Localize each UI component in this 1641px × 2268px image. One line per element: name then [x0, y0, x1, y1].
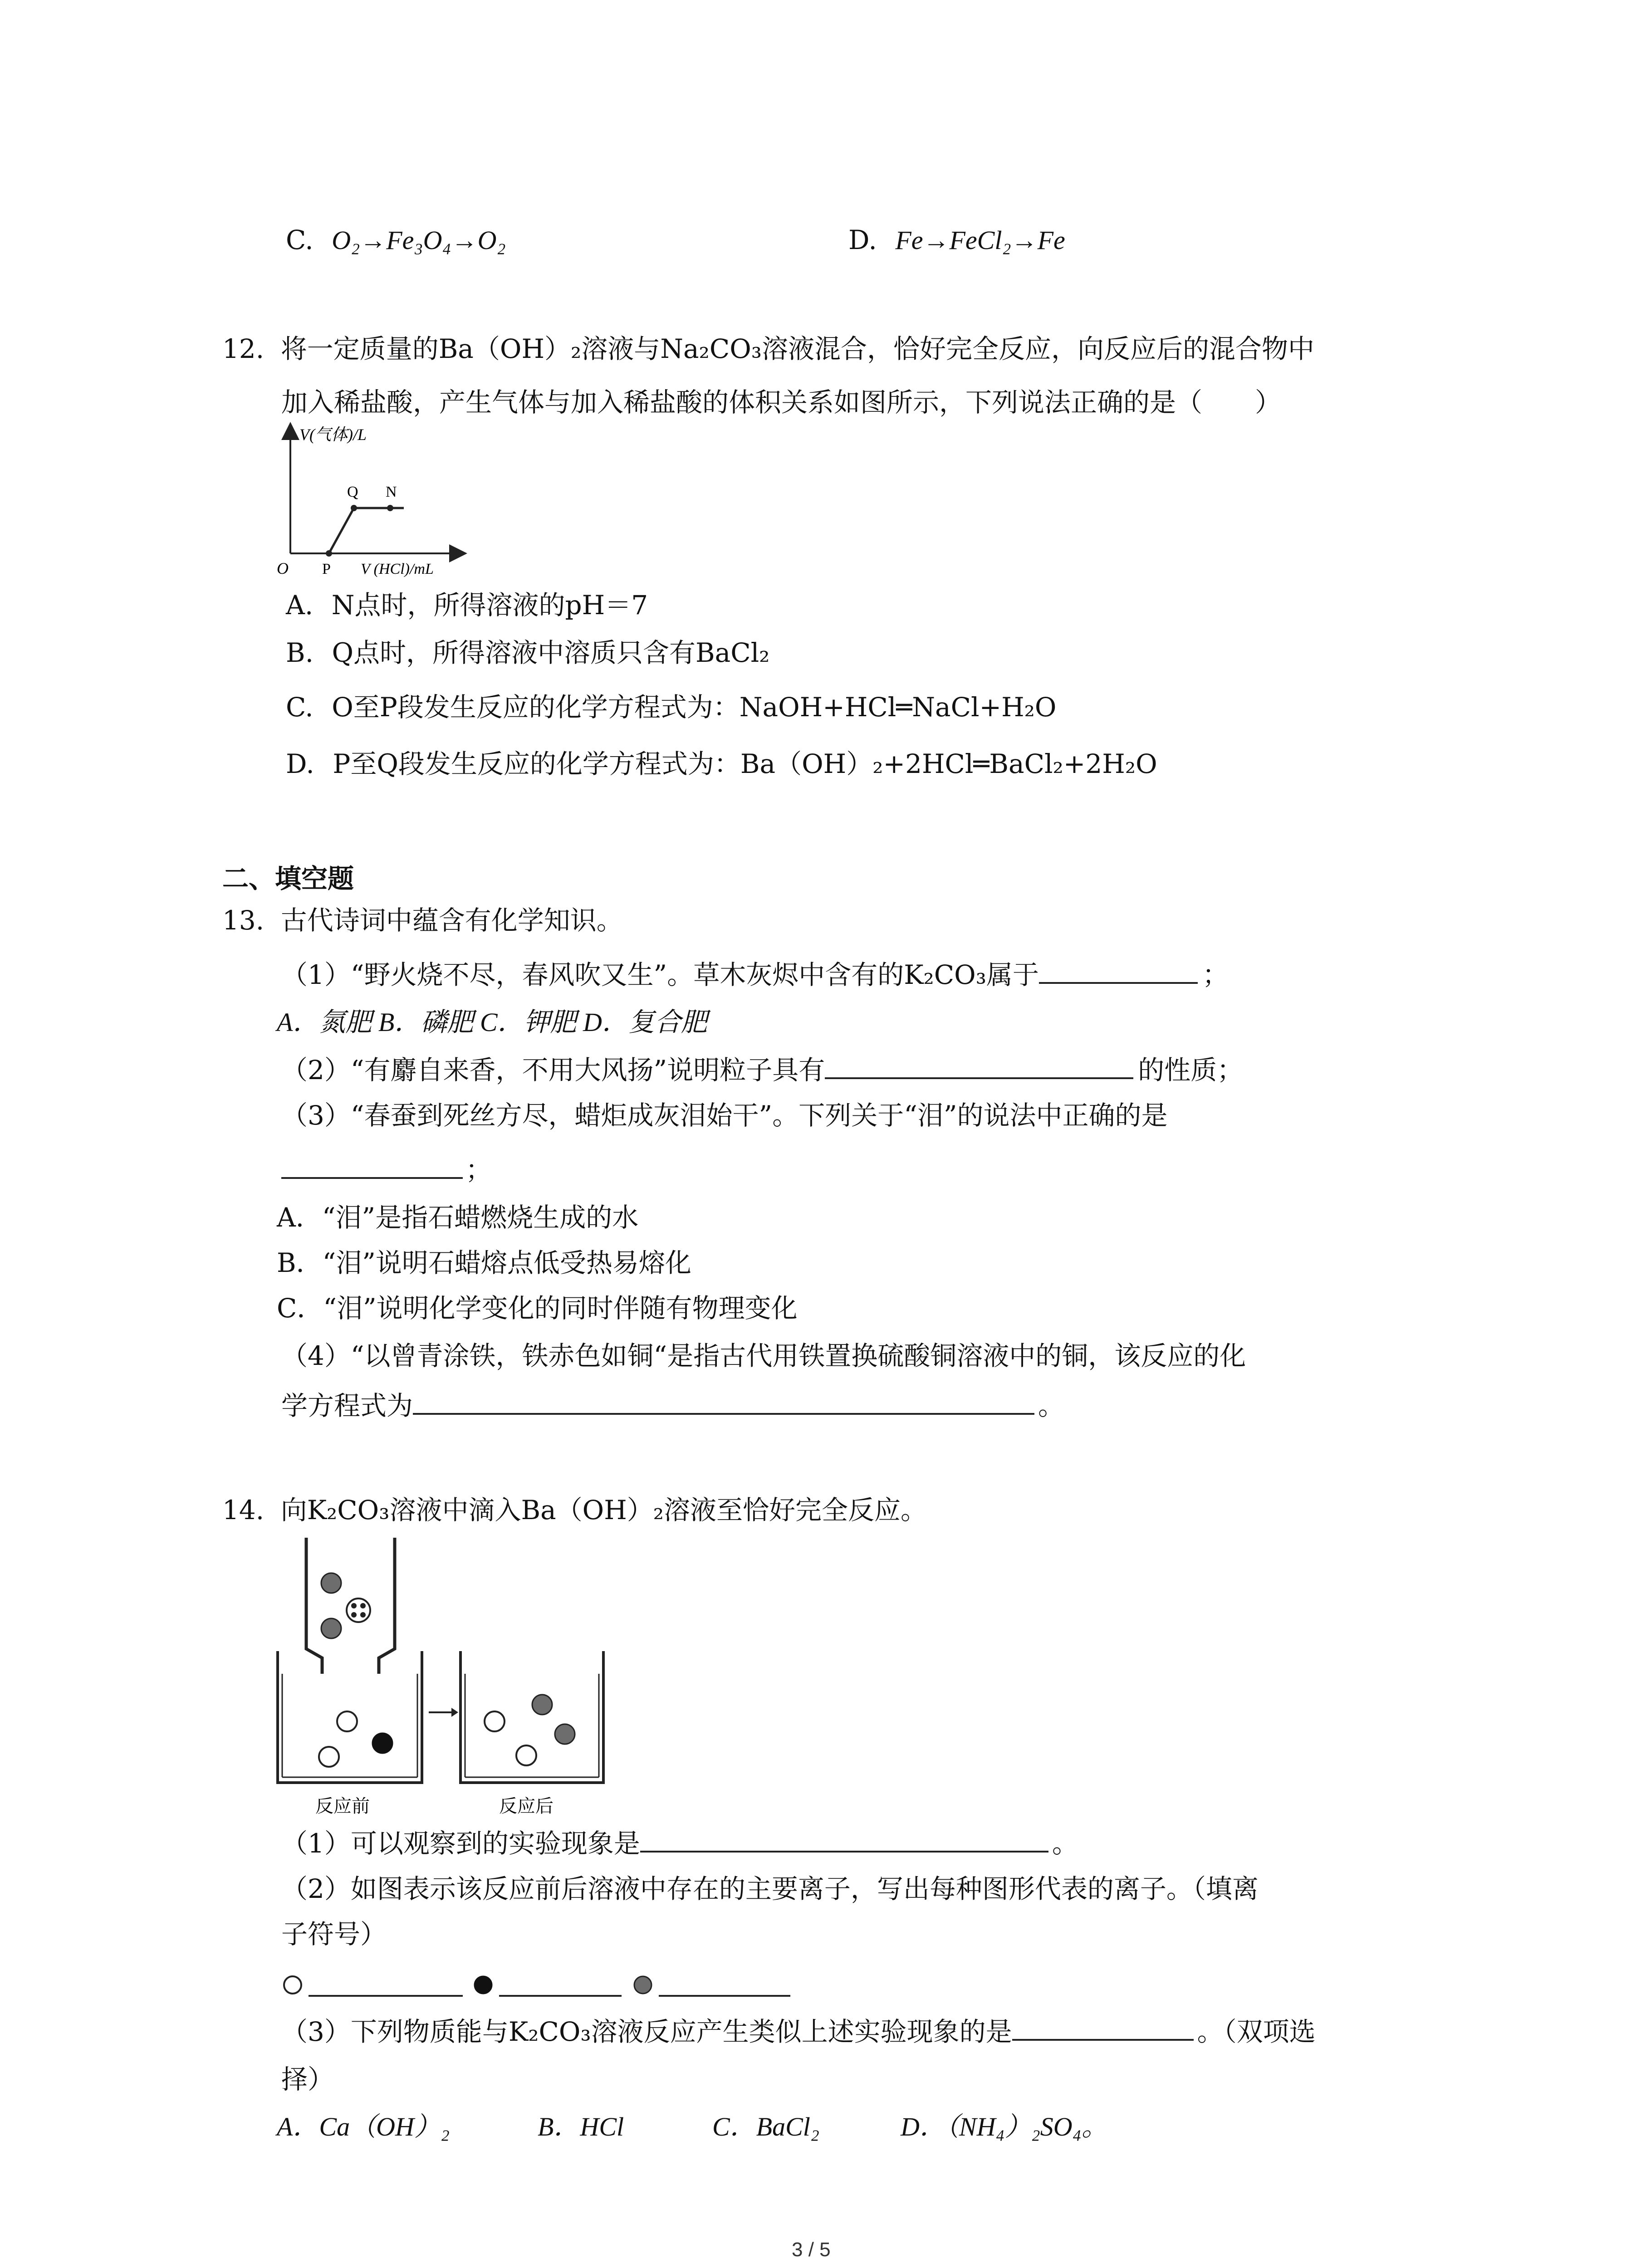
option-text: O至P段发生反应的化学方程式为：NaOH+HCl═NaCl+H₂O: [332, 692, 1057, 723]
option-formula: Fe→FeCl₂→Fe: [895, 225, 1065, 255]
answer-blank[interactable]: [825, 1077, 1133, 1079]
point-n: [387, 505, 393, 511]
point-q: [351, 505, 357, 511]
option-text: N点时，所得溶液的pH＝7: [331, 590, 648, 621]
q12-stem-line2: 加入稀盐酸，产生气体与加入稀盐酸的体积关系如图所示，下列说法正确的是（ ）: [281, 387, 1282, 418]
option-label: C.: [286, 692, 314, 723]
q14-reaction-diagram: [272, 1538, 617, 1819]
question-number: 12.: [222, 333, 265, 364]
white-ion-circle: [485, 1711, 505, 1731]
option-label: C.: [286, 225, 314, 255]
gray-ion-circle: [555, 1724, 575, 1744]
arrow-icon: [451, 1708, 458, 1717]
q12-stem-line1: [222, 333, 1315, 364]
q14-ion-blanks: [281, 1971, 826, 2003]
q13-part3-option-a: A．“泪”是指石蜡燃烧生成的水: [277, 1202, 639, 1233]
option-label: D.: [286, 748, 314, 779]
part-text: 学方程式为: [281, 1390, 413, 1421]
dropper-right-wall: [379, 1538, 395, 1674]
q11-option-c: [286, 227, 506, 254]
q12-option-b: [286, 637, 770, 668]
gray-ion-circle: [532, 1695, 552, 1715]
q13-part3-blank-line: [281, 1154, 492, 1185]
part-text: （1）可以观察到的实验现象是: [281, 1828, 640, 1859]
origin-label: O: [277, 559, 289, 577]
q13-part4-line1: （4）“以曾青涂铁，铁赤色如铜“是指古代用铁置换硫酸铜溶液中的铜，该反应的化: [281, 1340, 1246, 1371]
answer-blank[interactable]: [281, 1177, 463, 1179]
q12-option-c: [286, 692, 1057, 723]
answer-blank-white-ion[interactable]: [309, 1994, 463, 1997]
gray-circle-icon: [632, 1974, 654, 1996]
q14-option-a: A．Ca（OH）₂: [277, 2112, 450, 2141]
q14-option-b: B．HCl: [538, 2112, 624, 2141]
white-ion-circle: [516, 1745, 536, 1765]
q12-option-a: [286, 590, 648, 621]
q11-option-d: [848, 227, 1065, 254]
q13-part1-options: A．氮肥 B．磷肥 C．钾肥 D．复合肥: [277, 1007, 707, 1037]
part-end: ；: [465, 1154, 492, 1185]
question-number: 14.: [222, 1495, 265, 1525]
q14-option-d: D．（NH₄）₂SO₄。: [901, 2112, 1108, 2141]
white-ion-circle: [319, 1747, 339, 1767]
q14-part1: [281, 1830, 1078, 1857]
question-text: 古代诗词中蕴含有化学知识。: [280, 905, 623, 936]
black-ion-circle: [372, 1733, 392, 1753]
part-text: （2）“有麝自来香，不用大风扬”说明粒子具有: [281, 1055, 825, 1085]
question-text: 将一定质量的Ba（OH）₂溶液与Na₂CO₃溶液混合，恰好完全反应，向反应后的混合物中: [280, 333, 1315, 364]
q13-part3-option-b: B．“泪”说明石蜡熔点低受热易熔化: [277, 1247, 691, 1278]
q14-part2-line1: （2）如图表示该反应前后溶液中存在的主要离子，写出每种图形代表的离子。（填离: [281, 1873, 1259, 1904]
q14-option-c: C．BaCl₂: [712, 2112, 820, 2141]
section-title: 二、填空题: [222, 863, 354, 894]
hydroxide-group-circle: [347, 1598, 370, 1622]
y-axis-label: V(气体)/L: [299, 425, 367, 444]
part-end: 。: [1052, 1828, 1078, 1859]
q12-option-d: [286, 748, 1157, 779]
option-formula: O₂→Fe₃O₄→O₂: [332, 225, 506, 255]
part-text: （1）“野火烧不尽，春风吹又生”。草木灰烬中含有的K₂CO₃属于: [281, 959, 1039, 990]
q13-stem: [222, 907, 623, 934]
option-text: Q点时，所得溶液中溶质只含有BaCl₂: [332, 637, 770, 668]
q14-part3: [281, 2016, 1316, 2047]
white-ion-circle: [337, 1711, 357, 1731]
part-text: （3）下列物质能与K₂CO₃溶液反应产生类似上述实验现象的是: [281, 2016, 1012, 2047]
point-p-label: P: [322, 561, 331, 577]
question-text: 向K₂CO₃溶液中滴入Ba（OH）₂溶液至恰好完全反应。: [280, 1495, 927, 1525]
x-axis-label: V (HCl)/mL: [361, 561, 434, 577]
gray-ion-circle: [321, 1573, 341, 1593]
answer-blank[interactable]: [640, 1850, 1048, 1853]
point-q-label: Q: [347, 484, 358, 500]
point-n-label: N: [386, 484, 397, 500]
label-before: 反应前: [315, 1796, 370, 1816]
q14-part2-line2: 子符号）: [281, 1919, 387, 1950]
answer-blank-gray-ion[interactable]: [659, 1994, 790, 1997]
q13-part2: [281, 1057, 1243, 1083]
q12-gas-volume-graph: [277, 422, 467, 585]
gray-ion-circle: [321, 1618, 341, 1638]
q14-part3-line2: 择）: [281, 2064, 334, 2095]
part-end: 。（双项选: [1197, 2016, 1316, 2047]
option-text: P至Q段发生反应的化学方程式为：Ba（OH）₂+2HCl═BaCl₂+2H₂O: [333, 748, 1157, 779]
part-end: 的性质；: [1138, 1055, 1244, 1085]
option-label: D.: [848, 225, 877, 255]
answer-blank[interactable]: [413, 1413, 1034, 1415]
q13-part3: （3）“春蚕到死丝方尽，蜡炬成灰泪始干”。下列关于“泪”的说法中正确的是: [281, 1100, 1168, 1131]
q13-part4-line2: [281, 1390, 1065, 1421]
q13-part3-option-c: C．“泪”说明化学变化的同时伴随有物理变化: [277, 1293, 798, 1324]
option-label: B.: [286, 637, 314, 668]
answer-blank-black-ion[interactable]: [499, 1994, 622, 1997]
dropper-left-wall: [306, 1538, 322, 1674]
rising-segment: [329, 508, 354, 553]
point-p: [326, 550, 332, 557]
option-label: A.: [286, 590, 314, 621]
black-circle-icon: [472, 1974, 495, 1996]
white-circle-icon: [281, 1974, 304, 1996]
part-end: ；: [1202, 959, 1229, 990]
q14-stem: [222, 1497, 927, 1523]
q13-part1: [281, 959, 1229, 990]
question-number: 13.: [222, 905, 265, 936]
page-number: 3 / 5: [792, 2239, 831, 2261]
label-after: 反应后: [499, 1796, 554, 1816]
answer-blank[interactable]: [1012, 2038, 1194, 2041]
part-end: 。: [1038, 1390, 1065, 1421]
answer-blank[interactable]: [1039, 982, 1198, 984]
